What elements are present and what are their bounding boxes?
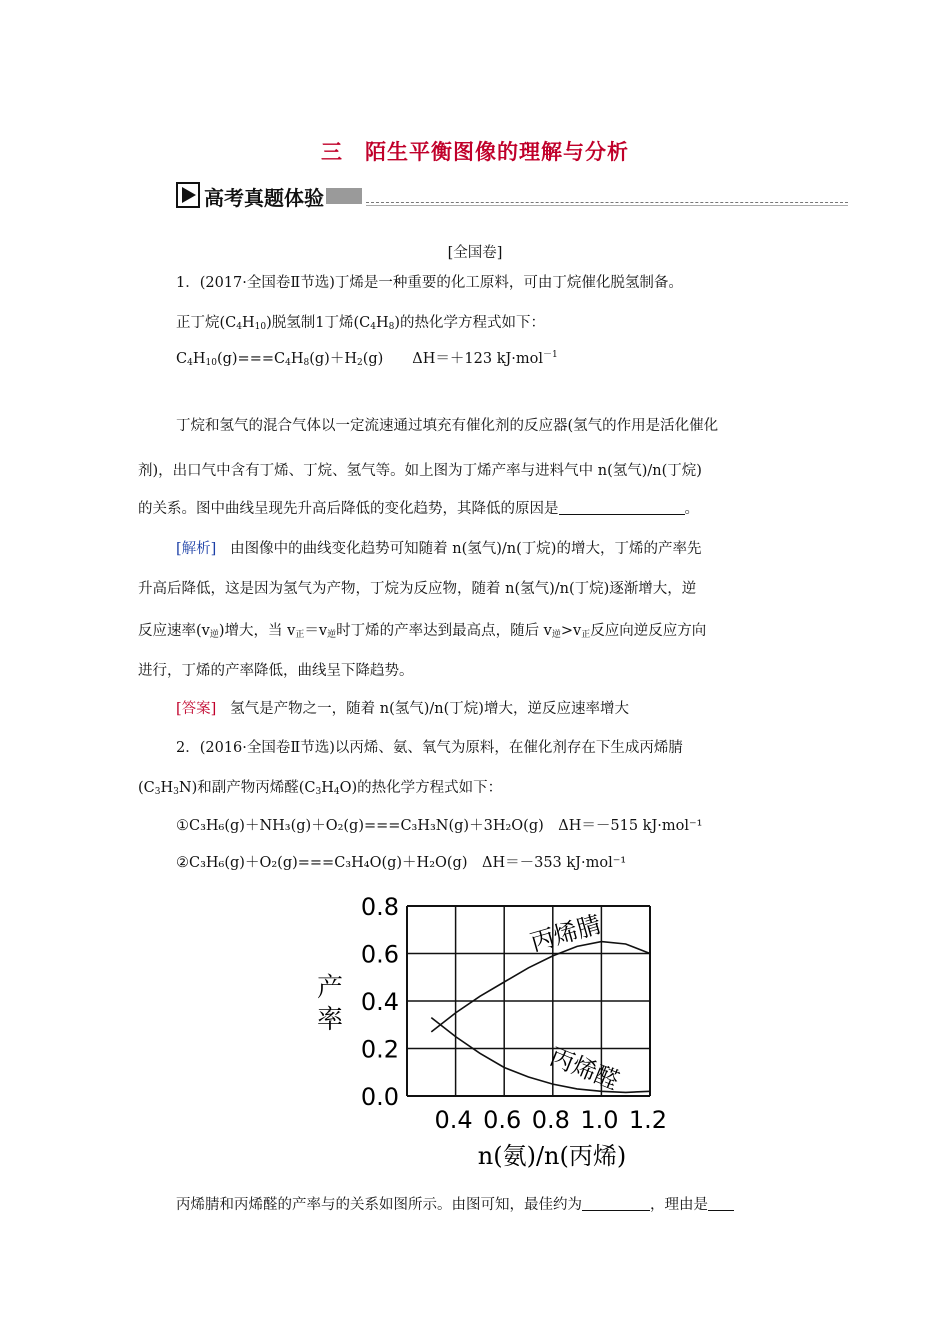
subscript: 4 [333,787,340,797]
text-run: 时丁烯的产率达到最高点，随后 v [336,623,552,639]
analysis-line: 升高后降低，这是因为氢气为产物，丁烷为反应物，随着 n(氢气)/n(丁烷)逐渐增大，逆 [138,581,697,597]
section-rule [366,202,848,203]
text-run: ＝v [304,623,328,639]
analysis-line [176,537,701,558]
subscript: 8 [303,358,310,368]
text-run: ，理由是 [650,1197,708,1213]
series-label: 丙烯腈 [527,910,605,957]
subscript: 2 [356,358,363,368]
section-grey-block [326,188,362,204]
subscript: 4 [285,358,291,368]
x-tick-label: 1.2 [628,1106,668,1134]
subscript: 10 [205,358,217,368]
y-axis-label [317,973,343,1035]
y-tick-label: 0.6 [360,940,399,969]
analysis-line: 进行，丁烯的产率降低，曲线呈下降趋势。 [138,663,414,679]
section-rule-2 [366,205,848,206]
x-tick-label: 1.0 [580,1106,619,1134]
text-run: H [160,780,174,796]
subscript: 4 [370,322,376,332]
text-run: H [242,315,255,331]
question-1-intro [176,311,545,332]
question-2-last-line [176,1193,734,1214]
superscript: －1 [543,350,558,360]
x-tick-label: 0.4 [434,1106,473,1134]
text-run: H [321,780,334,796]
subscript: 逆 [551,630,561,640]
x-axis-label: n(氨)/n(丙烯) [477,1142,627,1170]
y-tick-label: 0.4 [360,988,399,1016]
equation-acrylonitrile: ①C₃H₆(g)＋NH₃(g)＋O₂(g)===C₃H₃N(g)＋3H₂O(g) ΔH＝－515 kJ·mol⁻¹ [176,818,703,834]
subscript: 正 [581,630,591,640]
y-tick-label: 0.8 [360,893,399,921]
analysis-tag: [解析] [176,541,217,557]
paragraph-line: 剂)，出口气中含有丁烯、丁烷、氢气等。如上图为丁烯产率与进料气中 n(氢气)/n(丁烷) [138,463,702,479]
subscript: 3 [154,787,161,797]
y-tick-label: 0.0 [360,1083,399,1111]
x-tick-label: 0.6 [483,1106,522,1134]
text-run: (C [138,780,155,796]
play-arrow-icon [176,182,200,208]
text-run: 正丁烷(C [176,315,237,331]
section-header [176,180,848,212]
answer-blank[interactable] [582,1196,650,1211]
text-run: >v [560,623,582,639]
subscript: 正 [295,630,305,640]
subscript: 逆 [327,630,337,640]
text-run: N)和副产物丙烯醛(C [178,780,316,796]
text-run: 由图像中的曲线变化趋势可知随着 n(氢气)/n(丁烷)的增大，丁烯的产率先 [230,541,702,557]
text-run: (g)＋H [309,351,357,367]
subscript: 4 [236,322,242,332]
chart-series [431,910,650,1095]
text-run: H [192,351,206,367]
text-run: (g)===C [216,351,286,367]
text-run: (g) ΔH＝＋123 kJ·mol [362,351,544,367]
answer-blank[interactable] [559,500,685,515]
subscript: 10 [254,322,267,332]
text-run: C [176,351,188,367]
y-axis-label-char: 产 [316,973,344,1003]
text-run: )的热化学方程式如下： [394,315,546,331]
answer-blank[interactable] [708,1196,734,1211]
text-run: 反应速率(v [138,623,210,639]
yield-chart [290,888,690,1178]
answer-tag: [答案] [176,701,217,717]
question-2-stem: 2．(2016·全国卷Ⅱ节选)以丙烯、氨、氧气为原料，在催化剂存在下生成丙烯腈 [176,740,683,756]
answer-line [176,697,629,718]
y-tick-label: 0.2 [360,1035,399,1064]
text-run: 反应向逆反应方向 [590,623,707,639]
subscript: 4 [187,358,193,368]
x-tick-label: 0.8 [531,1106,570,1134]
question-1-stem: 1．(2017·全国卷Ⅱ节选)丁烯是一种重要的化工原料，可由丁烷催化脱氢制备。 [176,275,683,291]
text-run: 氢气是产物之一，随着 n(氢气)/n(丁烷)增大，逆反应速率增大 [230,701,629,717]
text-run: 丙烯腈和丙烯醛的产率与的关系如图所示。由图可知，最佳约为 [176,1197,582,1213]
text-run: )脱氢制1丁烯(C [266,315,371,331]
equation-butane [176,347,558,368]
paragraph-line: 丁烷和氢气的混合气体以一定流速通过填充有催化剂的反应器(氢气的作用是活化催化 [176,418,719,434]
text-run: H [290,351,304,367]
subscript: 3 [173,787,179,797]
question-2-intro [138,776,502,797]
section-label: 高考真题体验 [204,186,324,210]
subscript: 逆 [209,630,219,640]
text-run: O)的热化学方程式如下： [339,780,503,796]
text-run: 的关系。图中曲线呈现先升高后降低的变化趋势，其降低的原因是 [138,501,559,517]
paragraph-line [138,497,699,518]
y-axis-label-char: 率 [316,1005,344,1035]
series-label: 丙烯醛 [545,1042,623,1096]
text-run: H [375,315,389,331]
subscript: 3 [315,787,322,797]
analysis-line [138,619,706,640]
text-run: 。 [684,501,699,517]
subscript: 8 [388,322,395,332]
equation-acrolein: ②C₃H₆(g)＋O₂(g)===C₃H₄O(g)＋H₂O(g) ΔH＝－353 kJ·mol⁻¹ [176,855,627,871]
category-label: [全国卷] [447,245,503,261]
text-run: )增大，当 v [218,623,296,639]
page-title: 三 陌生平衡图像的理解与分析 [321,140,629,164]
